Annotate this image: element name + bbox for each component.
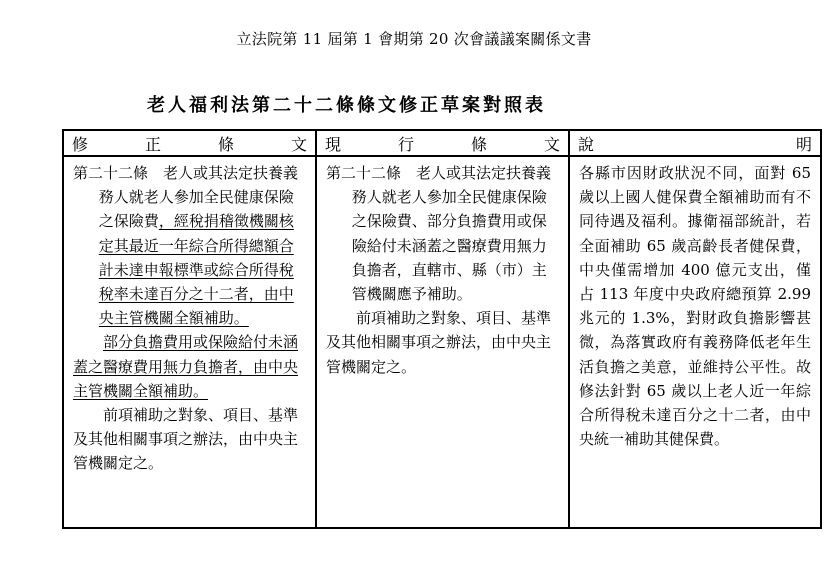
document-header: 立法院第 11 屆第 1 會期第 20 次會議議案關係文書 <box>236 30 592 48</box>
current-paragraph-1 <box>326 161 559 306</box>
amended-p1-underlined: ，經稅捐稽徵機關核定其最近一年綜合所得總額合計未達申報標準或綜合所得稅稅率未達百分之十二者，由中央主管機關全額補助。 <box>98 212 294 328</box>
document-title: 老人福利法第二十二條條文修正草案對照表 <box>147 95 546 116</box>
explanation-cell <box>569 156 821 528</box>
header-char: 文 <box>543 134 560 154</box>
amended-article-label: 第二十二條 <box>73 164 149 182</box>
amended-p1-plain: 老人或其法定扶養義務人就老人參加全民健康保險之保險費 <box>98 164 299 231</box>
amended-paragraph-3: 前項補助之對象、項目、基準及其他相關事項之辦法，由中央主管機關定之。 <box>73 406 299 473</box>
current-text-cell <box>316 156 569 528</box>
header-current <box>316 130 569 156</box>
header-char: 條 <box>217 134 234 154</box>
explanation-text: 各縣市因財政狀況不同，面對 65 歲以上國人健保費全額補助而有不同待遇及福利。據衛福部統計，若全面補助 65 歲高齡長者健保費，中央僅需增加 400 億元支出，僅占 113 年度中央政府總預算 2.99 兆元的 1.3%，對財政負擔影響甚微，為落實政府有義務降低老年生活負擔之美意，並維持公平性。故修法針對 65 歲以上老人近一年綜合所得稅未達百分之十二者，由中央統一補助其健保費。 <box>579 164 811 449</box>
current-article-label: 第二十二條 <box>326 164 402 182</box>
header-char: 行 <box>397 134 414 154</box>
comparison-table <box>62 129 822 529</box>
header-char: 文 <box>290 134 307 154</box>
amended-p2-underlined: 部分負擔費用或保險給付未涵蓋之醫療費用無力負擔者，由中央主管機關全額補助。 <box>73 333 299 400</box>
current-p1-text: 老人或其法定扶養義務人就老人參加全民健康保險之保險費、部分負擔費用或保險給付未涵蓋之醫療費用無力負擔者，直轄市、縣（市）主管機關應予補助。 <box>351 164 552 304</box>
amended-paragraph-2 <box>73 330 306 403</box>
header-char: 現 <box>325 134 342 154</box>
header-char: 明 <box>795 134 812 154</box>
amended-paragraph-1 <box>73 161 306 330</box>
amended-text-cell <box>63 156 316 528</box>
header-char: 說 <box>578 134 595 154</box>
header-char: 正 <box>144 134 161 154</box>
header-amended <box>63 130 316 156</box>
header-explanation <box>569 130 821 156</box>
header-char: 條 <box>470 134 487 154</box>
header-char: 修 <box>72 134 89 154</box>
current-paragraph-2: 前項補助之對象、項目、基準及其他相關事項之辦法，由中央主管機關定之。 <box>326 309 552 376</box>
